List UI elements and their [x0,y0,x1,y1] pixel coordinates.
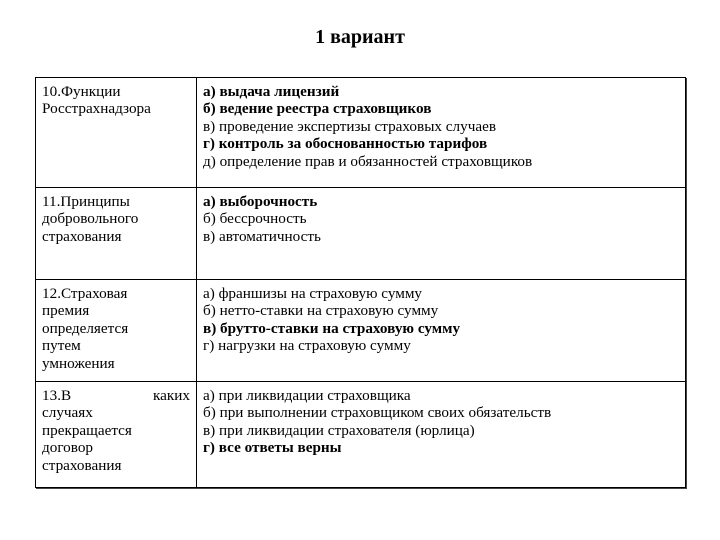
answers-cell [197,78,686,188]
question-line: 12.Страховая [42,285,128,302]
question-line: определяется [42,319,129,337]
question-line: случаях [42,404,93,422]
page-title: 1 вариант [315,26,405,48]
quiz-table [35,77,686,488]
answer-option: в) автоматичность [203,227,321,245]
answer-option: б) при выполнении страховщиком своих обязательств [203,404,552,422]
answers-cell [197,188,686,280]
answer-option: а) франшизы на страховую сумму [203,285,423,302]
question-line: страхования [42,227,122,245]
answer-option: а) выборочность [203,193,318,210]
question-line: договор [42,439,94,457]
answer-option: д) определение прав и обязанностей страховщиков [203,152,533,170]
question-line: премия [42,302,90,320]
answer-option: б) нетто-ставки на страховую сумму [203,302,439,320]
answer-option: б) ведение реестра страховщиков [203,100,432,118]
question-line: страхования [42,456,122,474]
question-line: прекращается [42,421,132,439]
answer-option: в) при ликвидации страхователя (юрлица) [203,421,475,439]
question-cell [36,382,197,488]
question-line: 13.В каких [42,387,190,404]
answer-option: г) все ответы верны [203,439,342,457]
table-row [36,280,686,382]
question-line: Росстрахнадзора [42,100,151,118]
answer-option: а) выдача лицензий [203,83,340,100]
answers-cell [197,280,686,382]
answer-option: в) брутто-ставки на страховую сумму [203,319,461,337]
table-row [36,78,686,188]
question-line: 11.Принципы [42,193,130,210]
question-cell [36,188,197,280]
question-line: добровольного [42,210,139,228]
question-cell [36,78,197,188]
question-cell [36,280,197,382]
answer-option: б) бессрочность [203,210,307,228]
question-line: путем [42,337,81,355]
question-line: 10.Функции [42,83,121,100]
answer-option: а) при ликвидации страховщика [203,387,411,404]
table-row [36,382,686,488]
answer-option: г) контроль за обоснованностью тарифов [203,135,488,153]
answer-option: г) нагрузки на страховую сумму [203,337,411,355]
answer-option: в) проведение экспертизы страховых случаев [203,117,496,135]
answers-cell [197,382,686,488]
table-row [36,188,686,280]
question-line: умножения [42,354,115,372]
